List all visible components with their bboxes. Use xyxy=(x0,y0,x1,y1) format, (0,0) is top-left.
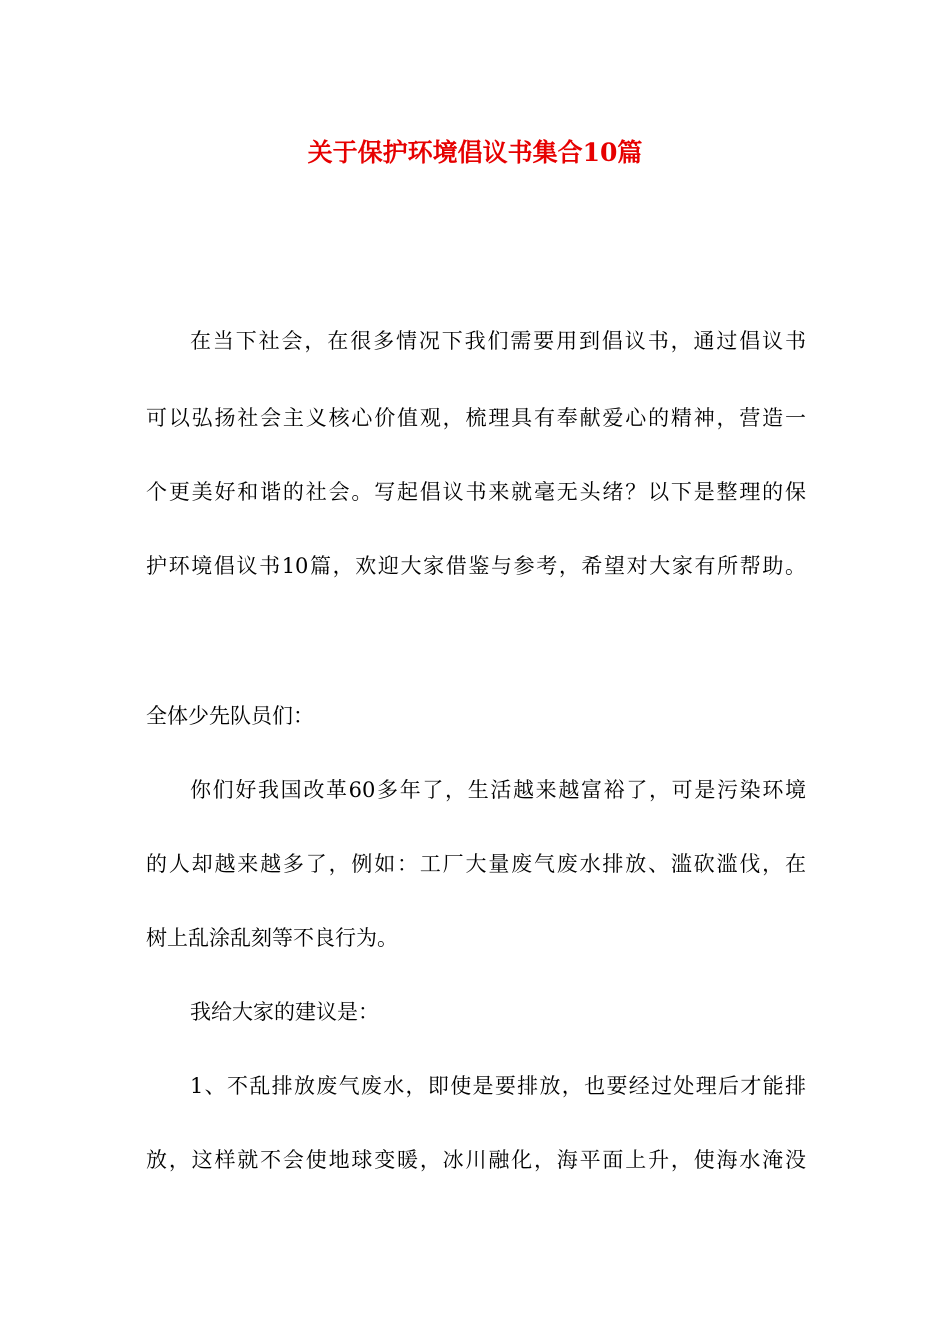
body-line-2: 的人却越来越多了，例如：工厂大量废气废水排放、滥砍滥伐，在 xyxy=(146,852,806,876)
intro-line-4: 护环境倡议书10篇，欢迎大家借鉴与参考，希望对大家有所帮助。 xyxy=(146,554,806,578)
intro-line-2: 可以弘扬社会主义核心价值观，梳理具有奉献爱心的精神，营造一 xyxy=(146,406,806,430)
salutation: 全体少先队员们： xyxy=(146,704,314,728)
document-title: 关于保护环境倡议书集合10篇 xyxy=(307,138,643,167)
intro-line-3: 个更美好和谐的社会。写起倡议书来就毫无头绪？以下是整理的保 xyxy=(146,480,806,504)
body-line-1: 你们好我国改革60多年了，生活越来越富裕了，可是污染环境 xyxy=(190,778,806,802)
item1-line-2: 放，这样就不会使地球变暖，冰川融化，海平面上升，使海水淹没 xyxy=(146,1148,806,1172)
suggestion-intro: 我给大家的建议是： xyxy=(190,1000,379,1024)
body-line-3: 树上乱涂乱刻等不良行为。 xyxy=(146,926,398,950)
item1-line-1: 1、不乱排放废气废水，即使是要排放，也要经过处理后才能排 xyxy=(190,1074,806,1098)
intro-line-1: 在当下社会，在很多情况下我们需要用到倡议书，通过倡议书 xyxy=(190,329,806,353)
